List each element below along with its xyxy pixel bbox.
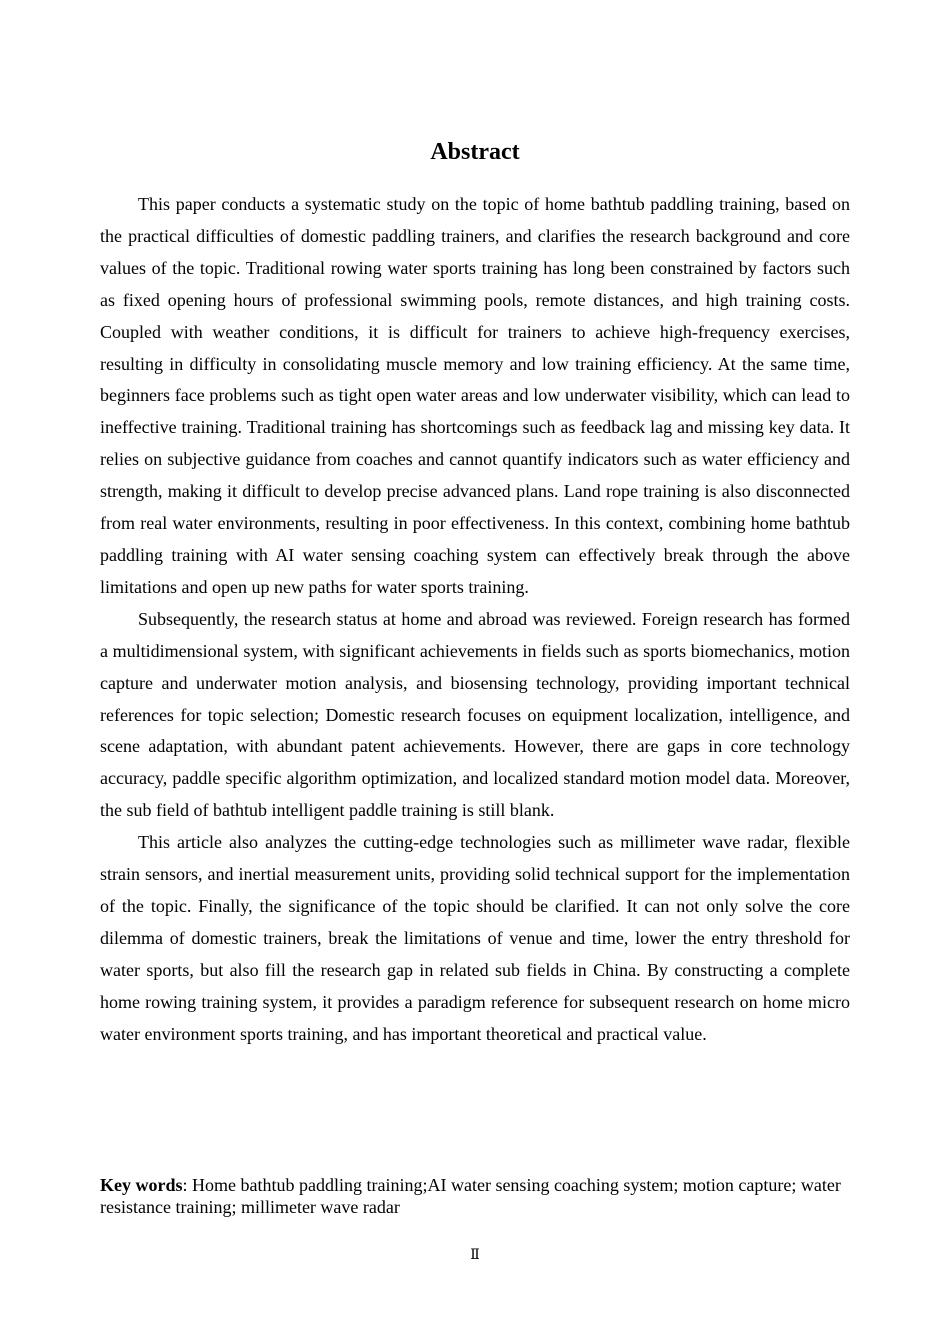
abstract-paragraph-1: This paper conducts a systematic study on the topic of home bathtub paddling training, based on the practical difficulties of domestic paddling trainers, and clarifies the research background and core values of the topic. Traditional rowing water sports training has long been constrained by factors such as fixed opening hours of professional swimming pools, remote distances, and high training costs. Coupled with weather conditions, it is difficult for trainers to achieve high-frequency exercises, resulting in difficulty in consolidating muscle memory and low training efficiency. At the same time, beginners face problems such as tight open water areas and low underwater visibility, which can lead to ineffective training. Traditional training has shortcomings such as feedback lag and missing key data. It relies on subjective guidance from coaches and cannot quantify indicators such as water efficiency and strength, making it difficult to develop precise advanced plans. Land rope training is also disconnected from real water environments, resulting in poor effectiveness. In this context, combining home bathtub paddling training with AI water sensing coaching system can effectively break through the above limitations and open up new paths for water sports training.	[100, 194, 850, 597]
keywords-text: Home bathtub paddling training;AI water sensing coaching system; motion capture; water resistance training; millimeter wave radar	[100, 1175, 841, 1217]
keywords-separator: :	[182, 1175, 193, 1195]
abstract-paragraph-2: Subsequently, the research status at home and abroad was reviewed. Foreign research has formed a multidimensional system, with significant achievements in fields such as sports biomechanics, motion capture and underwater motion analysis, and biosensing technology, providing important technical references for topic selection; Domestic research focuses on equipment localization, intelligence, and scene adaptation, with abundant patent achievements. However, there are gaps in core technology accuracy, paddle specific algorithm optimization, and localized standard motion model data. Moreover, the sub field of bathtub intelligent paddle training is still blank.	[100, 608, 850, 821]
keywords-line	[100, 1174, 850, 1218]
keywords-label: Key words	[100, 1175, 183, 1195]
abstract-title: Abstract	[430, 139, 520, 165]
abstract-paragraph-3: This article also analyzes the cutting-edge technologies such as millimeter wave radar, flexible strain sensors, and inertial measurement units, providing solid technical support for the implementation of the topic. Finally, the significance of the topic should be clarified. It can not only solve the core dilemma of domestic trainers, break the limitations of venue and time, lower the entry threshold for water sports, but also fill the research gap in related sub fields in China. By constructing a complete home rowing training system, it provides a paradigm reference for subsequent research on home micro water environment sports training, and has important theoretical and practical value.	[100, 832, 850, 1044]
abstract-body	[100, 189, 850, 1050]
page-number: Ⅱ	[470, 1248, 480, 1263]
